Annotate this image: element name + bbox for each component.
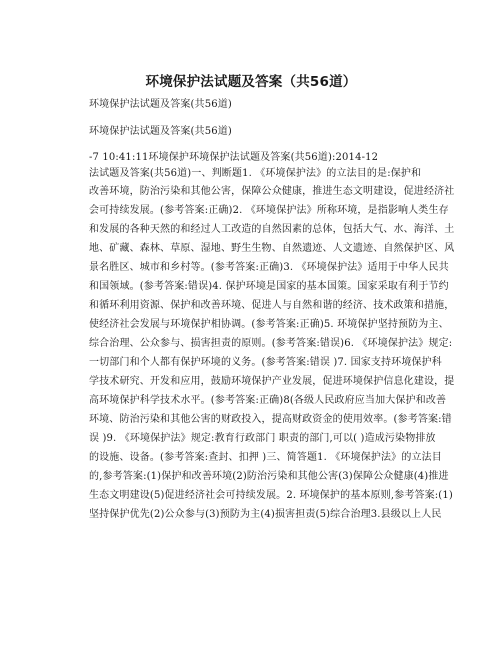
body-line: 生态文明建设(5)促进经济社会可持续发展。2. 环境保护的基本原则,参考答案:(1) [89,490,453,501]
body-line: 法试题及答案(共56道)一、判断题1. 《环境保护法》的立法目的是:保护和 [89,168,422,179]
body-line: 高环境保护科学技术水平。(参考答案:正确)8(各级人民政府应当加大保护和改善 [89,395,447,406]
timestamp-line: -7 10:41:11环境保护环境保护法试题及答案(共56道):2014-12 [89,152,379,163]
body-line: 地、矿藏、森林、草原、湿地、野生生物、自然遗迹、人文遗迹、自然保护区、风 [89,243,455,254]
body-line: 一切部门和个人都有保护环境的义务。(参考答案:错误 )7. 国家支持环境保护科 [89,357,442,368]
subtitle-line-2: 环境保护法试题及答案(共56道) [89,126,232,137]
body-line: 误 )9. 《环境保护法》规定:教育行政部门 职责的部门,可以( )造成污染物排放 [89,433,436,444]
body-line: 环境、防治污染和其他公害的财政投入，提高财政资金的使用效率。(参考答案:错 [89,414,452,425]
body-line: 会可持续发展。(参考答案:正确)2. 《环境保护法》所称环境，是指影响人类生存 [89,205,449,216]
body-line: 的设施、设备。(参考答案:查封、扣押 )三、简答题1. 《环境保护法》的立法目 [89,452,442,463]
body-line: 景名胜区、城市和乡村等。(参考答案:正确)3. 《环境保护法》适用于中华人民共 [89,262,449,273]
body-line: 和循环利用资源、保护和改善环境、促进人与自然和谐的经济、技术政策和措施， [89,300,455,311]
body-line: 综合治理、公众参与、损害担责的原则。(参考答案:错误)6. 《环境保护法》规定: [89,338,453,349]
body-line: 坚持保护优先(2)公众参与(3)预防为主(4)损害担责(5)综合治理3.县级以上人民 [89,509,442,520]
body-line: 和国领域。(参考答案:错误)4. 保护环境是国家的基本国策。国家采取有利于节约 [89,281,449,292]
body-line: 改善环境，防治污染和其他公害，保障公众健康，推进生态文明建设，促进经济社 [89,186,455,197]
body-line: 和发展的各种天然的和经过人工改造的自然因素的总体，包括大气、水、海洋、土 [89,224,455,235]
document-title: 环境保护法试题及答案（共56道） [145,74,357,90]
body-line: 使经济社会发展与环境保护相协调。(参考答案:正确)5. 环境保护坚持预防为主、 [89,319,449,330]
body-line: 学技术研究、开发和应用，鼓励环境保护产业发展，促进环境保护信息化建设，提 [89,376,455,387]
subtitle-line-1: 环境保护法试题及答案(共56道) [89,99,232,110]
body-line: 的,参考答案:(1)保护和改善环境(2)防治污染和其他公害(3)保障公众健康(4)推进 [89,471,449,482]
